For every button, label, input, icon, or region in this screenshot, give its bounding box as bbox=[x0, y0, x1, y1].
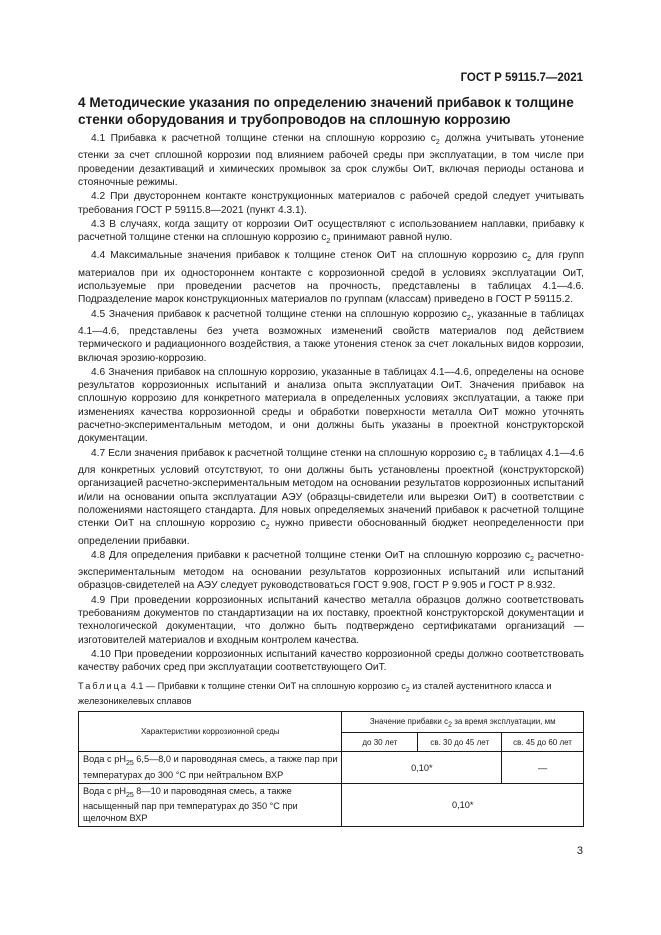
allowance-value-cell: 0,10* bbox=[342, 784, 584, 827]
table-row bbox=[79, 784, 584, 827]
column-header-environment: Характеристики коррозионной среды bbox=[79, 712, 342, 752]
column-header-30-to-45: св. 30 до 45 лет bbox=[418, 733, 502, 752]
column-header-up-to-30: до 30 лет bbox=[342, 733, 418, 752]
paragraph-4-5: 4.5 Значения прибавок к расчетной толщине стенки на сплошную коррозию $c_2$, указанные в таблицах 4.1—4.6, представлены без учета возможных изменений свойств материалов под действием термического и радиационного воздействия, а также утонения стенок за счет локальных видов коррозии, включая эрозию-коррозию. bbox=[78, 308, 584, 364]
environment-cell: Вода с $pH_{25}$ 8—10 и пароводяная смесь, а также насыщенный пар при температурах до 350 °С при щелочном ВХР bbox=[79, 784, 342, 827]
table-row bbox=[79, 752, 584, 784]
paragraph-4-9: 4.9 При проведении коррозионных испытаний качество металла образцов должно соответствовать требованиям документов по стандартизации на их поставку, проектной конструкторской документации и технологической документации, что должно быть подтверждено сертификатами организаций — изготовителей материалов и входным контролем качества. bbox=[78, 594, 584, 646]
standard-header: ГОСТ Р 59115.7—2021 bbox=[460, 72, 583, 84]
section-title: 4 Методические указания по определению значений прибавок к толщине стенки оборудования и трубопроводов на сплошную коррозию bbox=[78, 95, 574, 127]
table-caption: Таблица 4.1 — Прибавки к толщине стенки ОиТ на сплошную коррозию $c_2$ из сталей аустенитного класса и железоникелевых сплавов bbox=[78, 680, 552, 706]
paragraph-4-6: 4.6 Значения прибавок на сплошную коррозию, указанные в таблицах 4.1—4.6, определены на основе результатов коррозионных испытаний и анализа опыта эксплуатации ОиТ. Значения прибавок на сплошную коррозию для конкретного материала в определенных условиях эксплуатации, а также при изменениях качества коррозионной среды и обработки поверхности металла ОиТ можно уточнять расчетно-экспериментальным методом, и они должны быть указаны в проектной конструкторской документации. bbox=[78, 366, 584, 445]
column-header-45-to-60: св. 45 до 60 лет bbox=[502, 733, 584, 752]
corrosion-allowance-table bbox=[78, 711, 584, 827]
page-number: 3 bbox=[576, 845, 583, 857]
allowance-value-cell: — bbox=[502, 752, 584, 784]
allowance-value-cell: 0,10* bbox=[342, 752, 502, 784]
document-body bbox=[78, 132, 584, 827]
column-header-allowance: Значение прибавки $c_2$ за время эксплуатации, мм bbox=[342, 712, 584, 733]
environment-cell: Вода с $pH_{25}$ 6,5—8,0 и пароводяная смесь, а также пар при температурах до 300 °С при нейтральном ВХР bbox=[79, 752, 342, 784]
paragraph-4-7: 4.7 Если значения прибавок к расчетной толщине стенки на сплошную коррозию $c_2$ в таблицах 4.1—4.6 для конкретных условий отсутствуют, то они должны быть установлены проектной (конструкторской) организацией расчетно-экспериментальным методом на основании результатов коррозионных испытаний и/или на основании опыта эксплуатации АЭУ (образцы-свидетели или вырезки ОиТ) в соответствии с положениями настоящего стандарта. Для новых определяемых значений прибавок к расчетной толщине стенки ОиТ на сплошную коррозию $c_2$ нужно привести обоснованный бюджет неопределенности при определении прибавки. bbox=[78, 447, 585, 547]
paragraph-4-8: 4.8 Для определения прибавки к расчетной толщине стенки ОиТ на сплошную коррозию $c_2$ расчетно-экспериментальным методом на основании результатов коррозионных испытаний или испытаний образцов-свидетелей на АЭУ следует руководствоваться ГОСТ 9.908, ГОСТ Р 9.905 и ГОСТ Р 8.932. bbox=[78, 549, 584, 592]
paragraph-4-10: 4.10 При проведении коррозионных испытаний качество коррозионной среды должно соответствовать качеству рабочих сред при эксплуатации соответствующего ОиТ. bbox=[78, 648, 584, 674]
paragraph-4-4: 4.4 Максимальные значения прибавок к толщине стенок ОиТ на сплошную коррозию $c_2$ для групп материалов при их одностороннем контакте с коррозионной средой в условиях эксплуатации ОиТ, используемые при проведении расчетов на прочность, представлены в таблицах 4.1—4.6. Подразделение марок конструкционных материалов по группам (классам) приведено в ГОСТ Р 59115.2. bbox=[78, 250, 585, 306]
paragraph-4-1: 4.1 Прибавка к расчетной толщине стенки на сплошную коррозию $c_2$ должна учитывать утонение стенки за счет сплошной коррозии под влиянием рабочей среды при эксплуатации, в том числе при проведении дезактиваций и химических промывок за срок службы ОиТ, включая периоды останова и стояночные режимы. bbox=[78, 133, 584, 188]
paragraph-4-2: 4.2 При двустороннем контакте конструкционных материалов с рабочей средой следует учитывать требования ГОСТ Р 59115.8—2021 (пункт 4.3.1). bbox=[78, 191, 584, 216]
paragraph-4-3: 4.3 В случаях, когда защиту от коррозии ОиТ осуществляют с использованием наплавки, прибавку к расчетной толщине стенки на сплошную коррозию $c_2$ принимают равной нулю. bbox=[78, 218, 584, 246]
